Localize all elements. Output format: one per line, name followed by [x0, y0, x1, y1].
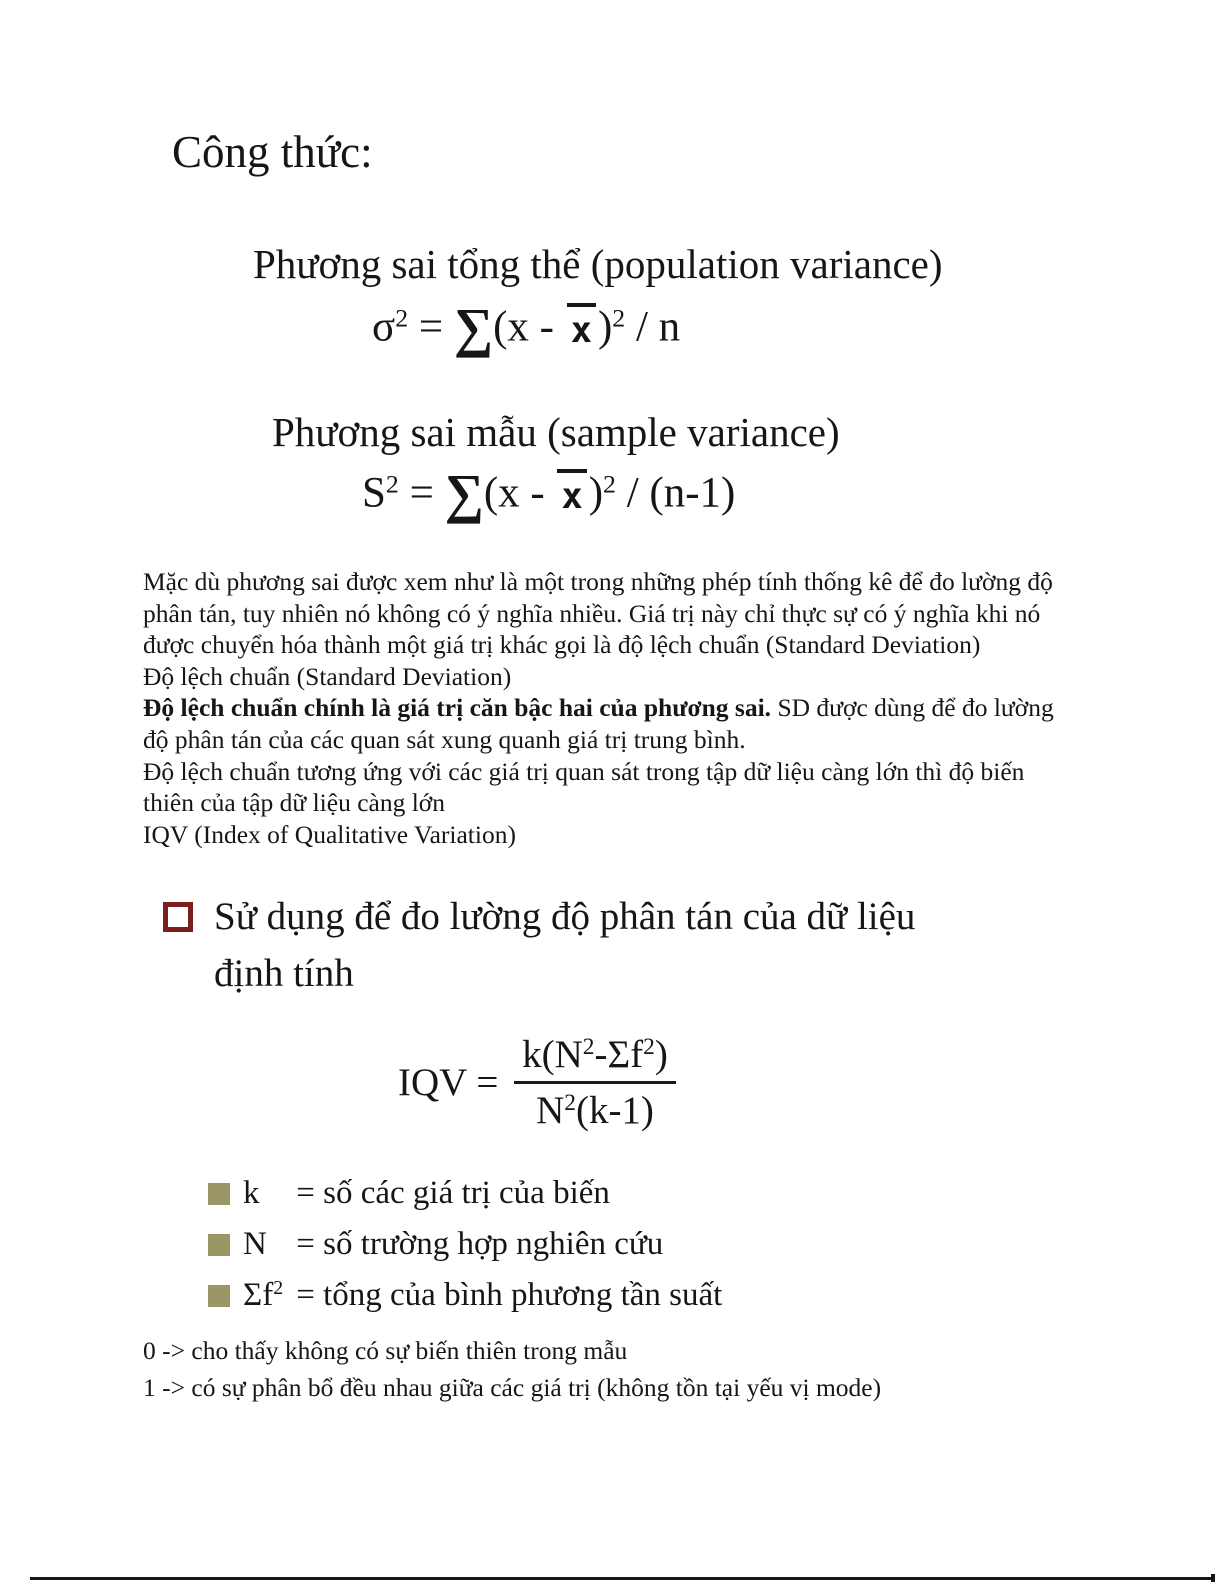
- exponent: 2: [643, 1034, 655, 1061]
- population-variance-caption: Phương sai tổng thể (population variance): [253, 241, 943, 287]
- formula-tail: / n: [625, 303, 681, 351]
- legend-list: [208, 1168, 722, 1321]
- equals-sign: =: [398, 469, 445, 517]
- symbol-text: k: [243, 1175, 260, 1211]
- paragraph-line: [143, 692, 1133, 724]
- paragraph-line: độ phân tán của các quan sát xung quanh giá trị trung bình.: [143, 724, 746, 754]
- square-bullet-icon: [208, 1234, 230, 1256]
- population-variance-formula: [372, 296, 680, 359]
- summation-symbol: ∑: [453, 297, 494, 358]
- legend-symbol: [243, 1226, 288, 1263]
- square-bullet-icon: [208, 1285, 230, 1307]
- iqv-formula: [398, 1032, 676, 1133]
- x-bar-symbol: x: [557, 469, 586, 514]
- note-line: 1 -> có sự phân bổ đều nhau giữa các giá trị (không tồn tại yếu vị mode): [143, 1373, 882, 1402]
- paragraph-line: phân tán, tuy nhiên nó không có ý nghĩa nhiều. Giá trị này chỉ thực sự có ý nghĩa khi nó: [143, 598, 1041, 628]
- qualitative-bullet-text: [214, 888, 915, 1002]
- denominator-term: N: [536, 1089, 565, 1132]
- paragraph-line: Mặc dù phương sai được xem như là một trong những phép tính thống kê để đo lường độ: [143, 567, 1053, 596]
- formula-tail: / (n-1): [615, 469, 736, 517]
- exponent: 2: [395, 303, 409, 333]
- numerator-term: ): [654, 1033, 668, 1076]
- exponent: 2: [582, 1034, 595, 1061]
- legend-symbol: [243, 1277, 288, 1314]
- iqv-lhs: [398, 1060, 508, 1105]
- paragraph-line: IQV (Index of Qualitative Variation): [143, 819, 516, 849]
- numerator-term: k(N: [522, 1033, 583, 1076]
- body-paragraph: [143, 566, 1133, 850]
- outline-square-bullet-icon: [163, 902, 193, 932]
- qualitative-bullet-item: [163, 888, 915, 1002]
- legend-text: = tổng của bình phương tần suất: [288, 1277, 723, 1313]
- paragraph-line: được chuyển hóa thành một giá trị khác gọi là độ lệch chuẩn (Standard Deviation): [143, 630, 981, 660]
- square-bullet-icon: [208, 1183, 230, 1205]
- iqv-label: IQV: [398, 1061, 467, 1104]
- fraction-numerator: [514, 1032, 676, 1081]
- note-line: 0 -> cho thấy không có sự biến thiên trong mẫu: [143, 1336, 628, 1365]
- bullet-text-line: Sử dụng để đo lường độ phân tán của dữ liệu: [214, 895, 916, 938]
- legend-text: = số các giá trị của biến: [288, 1175, 610, 1211]
- fraction-denominator: [536, 1084, 654, 1133]
- bottom-divider: [30, 1577, 1215, 1580]
- legend-text: = số trường hợp nghiên cứu: [288, 1226, 664, 1262]
- symbol-text: Σf: [243, 1277, 274, 1313]
- legend-item: [208, 1270, 722, 1321]
- sample-variance-formula: [362, 462, 735, 525]
- legend-symbol: [243, 1175, 288, 1212]
- s-symbol: S: [362, 469, 386, 517]
- notes-block: [143, 1332, 881, 1406]
- regular-text: SD được dùng để đo lường: [771, 693, 1054, 723]
- equals-sign: =: [408, 303, 454, 351]
- exponent: 2: [603, 469, 616, 499]
- equals-sign: =: [466, 1061, 509, 1104]
- summation-symbol: ∑: [444, 463, 484, 524]
- exponent: 2: [273, 1277, 284, 1300]
- page-title: Công thức:: [172, 127, 373, 177]
- paragraph-line: Độ lệch chuẩn tương ứng với các giá trị quan sát trong tập dữ liệu càng lớn thì độ biến: [143, 756, 1025, 786]
- paragraph-line: thiên của tập dữ liệu càng lớn: [143, 788, 446, 818]
- legend-item: [208, 1168, 722, 1219]
- legend-item: [208, 1219, 722, 1270]
- formula-term: (x -: [493, 303, 565, 351]
- formula-term: (x -: [483, 469, 556, 517]
- bold-text: Độ lệch chuẩn chính là giá trị căn bậc hai của phương sai.: [143, 693, 772, 723]
- exponent: 2: [564, 1090, 576, 1117]
- iqv-fraction: [514, 1032, 676, 1133]
- bullet-text-line: định tính: [214, 952, 354, 995]
- exponent: 2: [612, 303, 626, 333]
- close-paren: ): [597, 303, 613, 351]
- paragraph-line: Độ lệch chuẩn (Standard Deviation): [143, 661, 512, 691]
- numerator-term: -Σf: [594, 1033, 644, 1076]
- x-bar-symbol: x: [567, 303, 596, 348]
- sigma-symbol: σ: [372, 303, 396, 351]
- denominator-term: (k-1): [575, 1089, 654, 1132]
- symbol-text: N: [243, 1226, 267, 1262]
- exponent: 2: [385, 469, 399, 499]
- close-paren: ): [588, 469, 604, 517]
- sample-variance-caption: Phương sai mẫu (sample variance): [272, 409, 840, 455]
